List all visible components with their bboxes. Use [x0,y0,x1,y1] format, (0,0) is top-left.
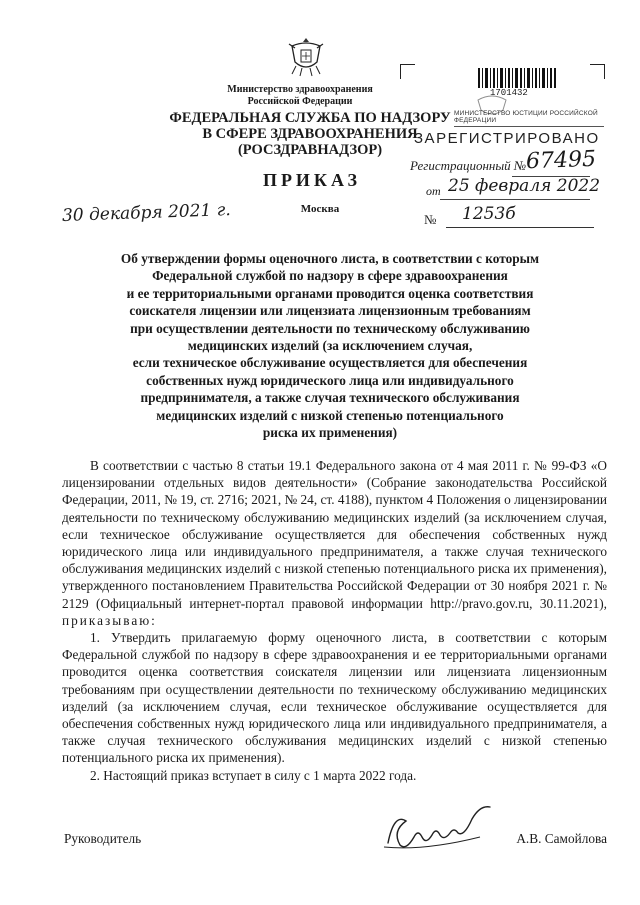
item-1-paragraph: 1. Утвердить прилагаемую форму оценочного листа, в соответствии с которым Федеральной службой по надзору в сфере здравоохранения и ее территориальными органами проводится оценка соответствия соискателя лицензии или лицензиата лицензионным требованиям при осуществлении деятельности по техническому обслуживанию медицинских изделий (за исключением случая, если техническое обслуживание осуществляется для обеспечения собственных нужд юридического лица или индивидуального предпринимателя, а также случая технического обслуживания медицинских изделий с низкой степенью потенциального риска их применения). [62,630,607,766]
order-command: приказываю: [62,612,157,628]
heading-line: медицинских изделий с низкой степенью потенциального [156,407,504,423]
stamp-code: 1701432 [490,88,528,98]
city-label: Москва [300,203,340,215]
stamp-ministry: МИНИСТЕРСТВО ЮСТИЦИИ РОССИЙСКОЙ ФЕДЕРАЦИИ [454,110,604,127]
document-body [62,457,607,784]
stamp-corner [590,64,605,79]
stamp-regno-label: Регистрационный № [410,158,527,173]
stamp-date-handwritten: 25 февраля 2022 [448,176,601,196]
handwritten-signature [380,803,500,855]
heading-line: предпринимателя, а также случая технического обслуживания [140,390,520,406]
stamp-underline [440,199,590,200]
preamble-paragraph [62,457,607,629]
heading-line: если техническое обслуживание осуществляется для обеспечения [132,355,528,371]
heading-line: собственных нужд юридического лица или индивидуального [146,372,514,388]
heading-line: и ее территориальными органами проводится оценка соответствия [126,285,534,301]
agency-line: ФЕДЕРАЛЬНАЯ СЛУЖБА ПО НАДЗОРУ [169,110,451,126]
agency-line: (РОСЗДРАВНАДЗОР) [237,142,383,158]
stamp-from-label: от [426,184,441,198]
heading-line: риска их применения) [262,425,398,441]
number-underline [446,227,594,228]
stamp-corner [400,64,415,79]
heading-line: при осуществлении деятельности по техническому обслуживанию [130,320,530,336]
registration-stamp [400,64,605,204]
ministry-line: Министерство здравоохранения [227,84,373,95]
order-number [424,206,594,228]
state-emblem-icon [286,34,326,80]
order-date-handwritten: 30 декабря 2021 г. [61,200,232,226]
order-title: ПРИКАЗ [262,170,362,190]
document-heading [90,250,570,441]
number-sign: № [424,212,437,227]
heading-line: Об утверждении формы оценочного листа, в соответствии с которым [120,251,540,266]
heading-line: медицинских изделий (за исключением случая, [187,338,473,354]
item-2-paragraph: 2. Настоящий приказ вступает в силу с 1 марта 2022 года. [90,767,417,783]
head-title: Руководитель [64,831,142,846]
signature-block [62,825,607,865]
stamp-regno-handwritten: 67495 [525,146,597,175]
ministry-line: Российской Федерации [247,96,353,107]
agency-line: В СФЕРЕ ЗДРАВООХРАНЕНИЯ [202,126,418,142]
head-name: А.В. Самойлова [516,831,607,846]
heading-line: Федеральной службой по надзору в сфере здравоохранения [152,268,508,284]
heading-line: соискателя лицензии или лицензиата лицензионным требованиям [129,303,531,319]
order-number-handwritten: 1253б [462,204,516,224]
stamp-registered: ЗАРЕГИСТРИРОВАНО [414,130,600,147]
ministry-name [220,84,380,108]
preamble-text: В соответствии с частью 8 статьи 19.1 Федерального закона от 4 мая 2011 г. № 99-ФЗ «О лицензировании отдельных видов деятельности» (Собрание законодательства Российской Федерации, 2011, № 19, ст. 2716; 2021, № 24, ст. 4188), пунктом 4 Положения о лицензировании деятельности по техническому обслуживанию медицинских изделий (за исключением случая, если техническое обслуживание осуществляется для обеспечения собственных нужд юридического лица или индивидуального предпринимателя, а также случая технического обслуживания медицинских изделий с низкой степенью потенциального риска их применения), утвержденного постановлением Правительства Российской Федерации от 30 ноября 2021 г. № 2129 (Официальный интернет-портал правовой информации http://pravo.gov.ru, 30.11.2021), [62,458,607,611]
barcode-icon [478,68,556,88]
